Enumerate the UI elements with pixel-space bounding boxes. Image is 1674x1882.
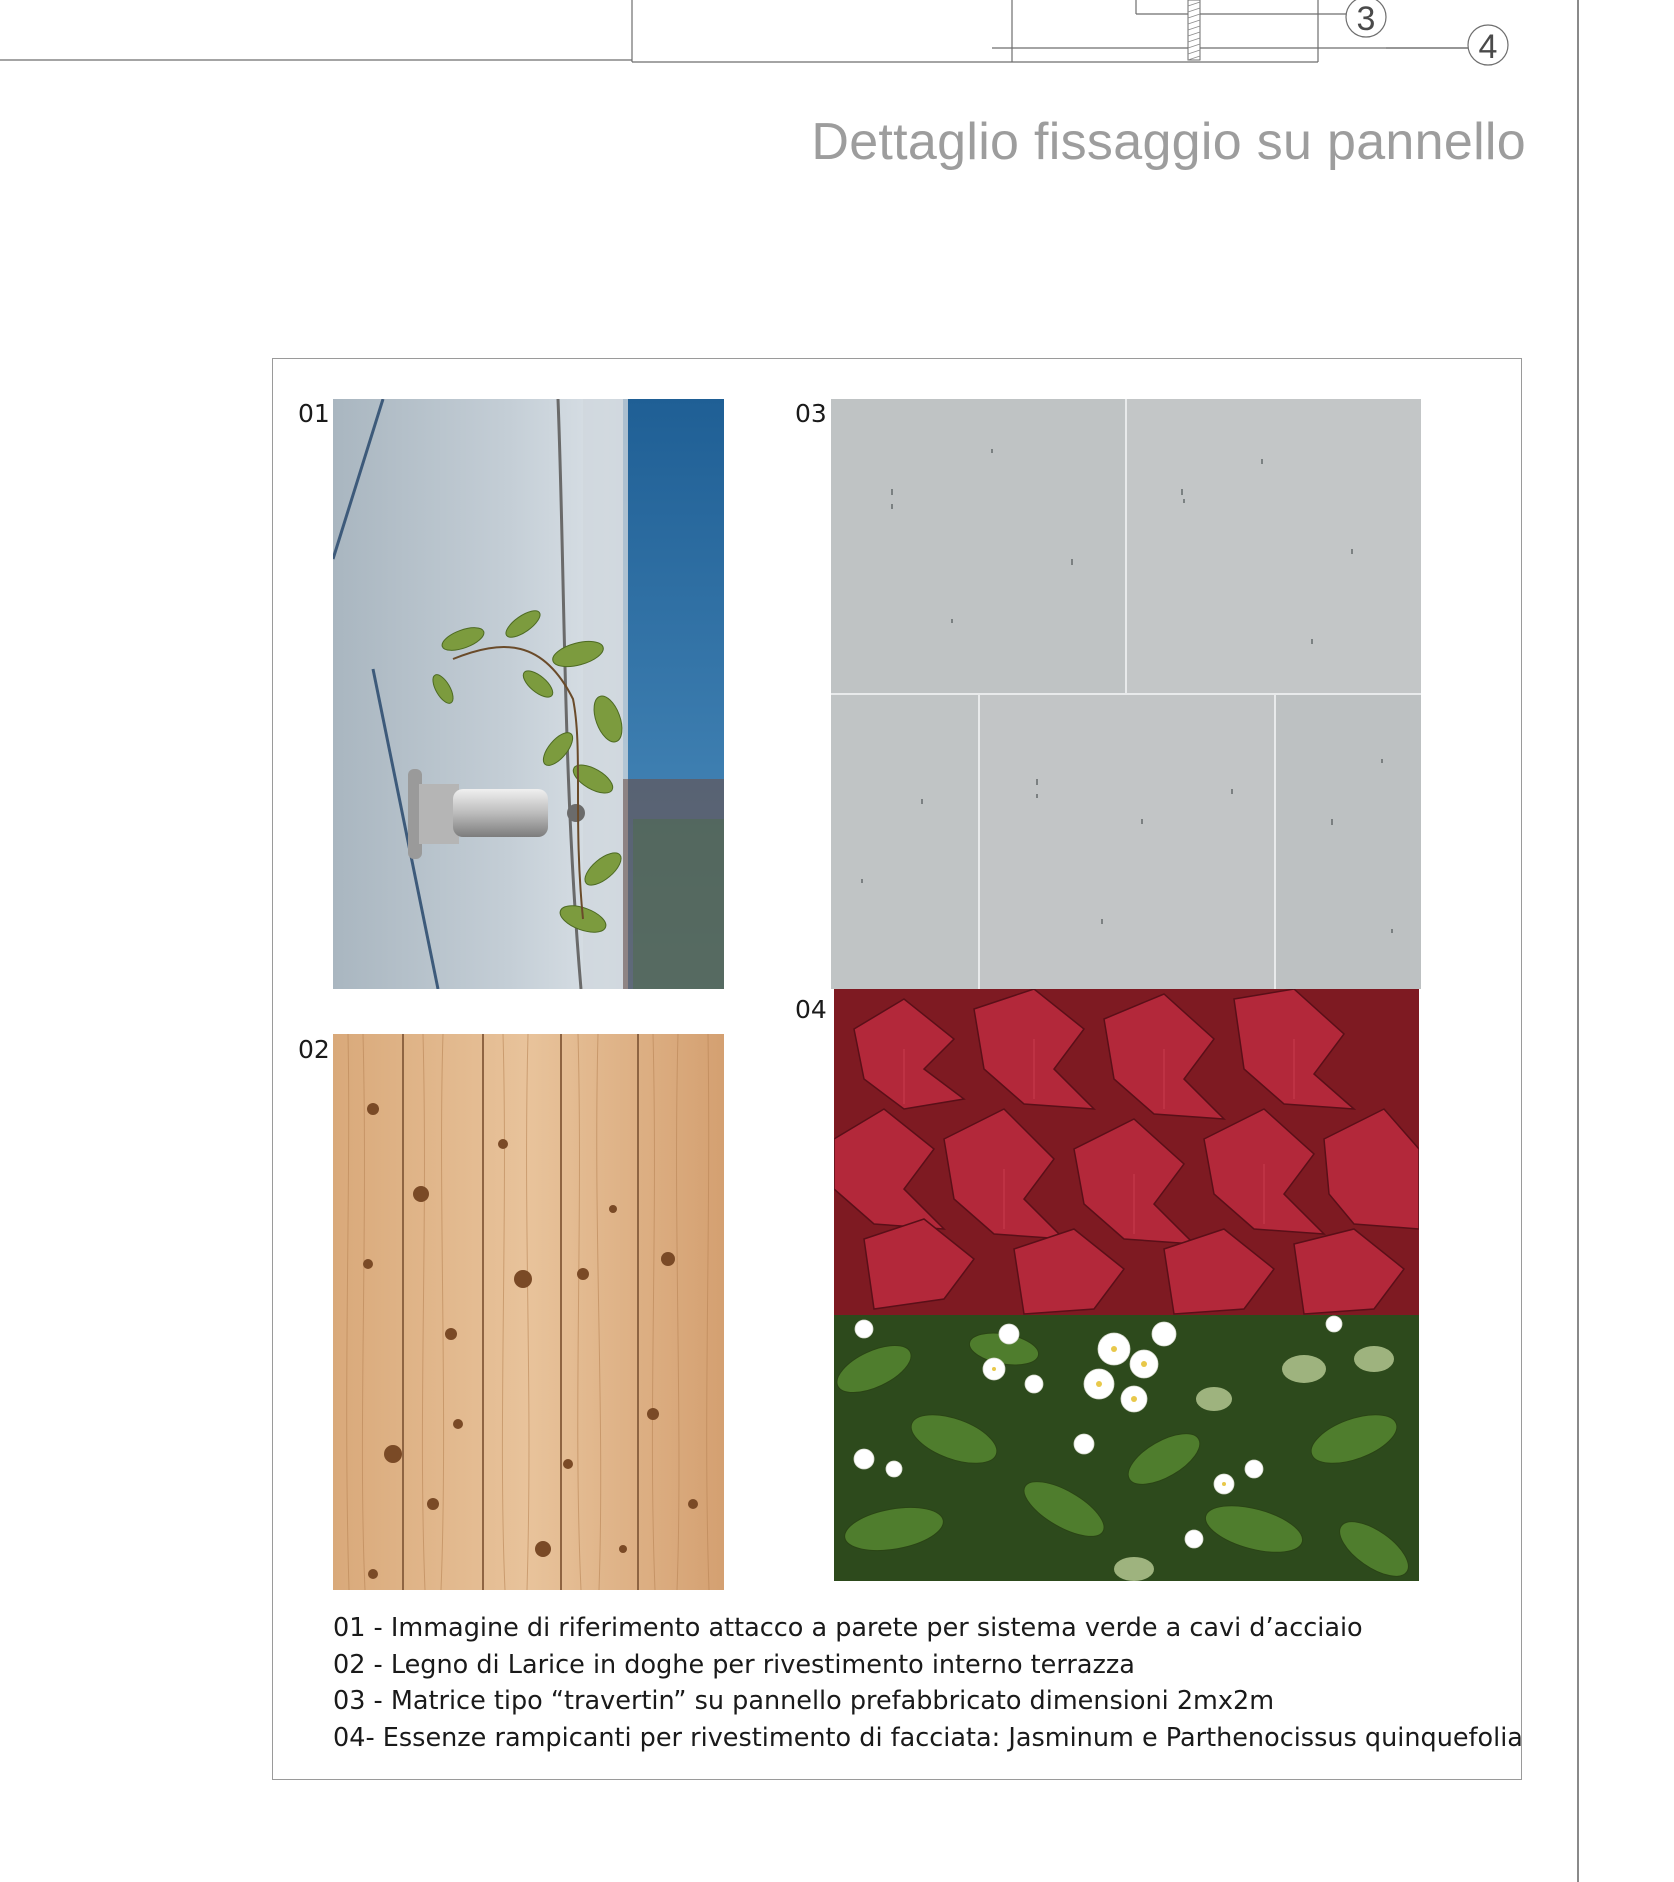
climbing-plants-photo bbox=[834, 989, 1419, 1581]
legend-item-04: 04- Essenze rampicanti per rivestimento di facciata: Jasminum e Parthenocissus quinquefolia bbox=[333, 1722, 1523, 1753]
legend-item-02: 02 - Legno di Larice in doghe per rivestimento interno terrazza bbox=[333, 1649, 1135, 1680]
legend bbox=[333, 1610, 1523, 1756]
photo-label-04: 04 bbox=[795, 995, 827, 1024]
callout-4-label: 4 bbox=[1478, 28, 1498, 66]
page-title: Dettaglio fissaggio su pannello bbox=[811, 113, 1526, 171]
photo-label-03: 03 bbox=[795, 399, 827, 428]
photo-label-01: 01 bbox=[298, 399, 330, 428]
legend-item-03: 03 - Matrice tipo “travertin” su pannello prefabbricato dimensioni 2mx2m bbox=[333, 1686, 1275, 1716]
travertine-concrete-panels-photo bbox=[831, 399, 1421, 989]
callout-3-label: 3 bbox=[1356, 0, 1376, 38]
right-margin-line bbox=[1577, 0, 1579, 1882]
wall-anchor-cable-photo bbox=[333, 399, 724, 989]
legend-item-01: 01 - Immagine di riferimento attacco a parete per sistema verde a cavi d’acciaio bbox=[333, 1613, 1363, 1643]
technical-drawing-fragment bbox=[0, 0, 1674, 80]
photo-label-02: 02 bbox=[298, 1035, 330, 1064]
larch-wood-planks-photo bbox=[333, 1034, 724, 1590]
